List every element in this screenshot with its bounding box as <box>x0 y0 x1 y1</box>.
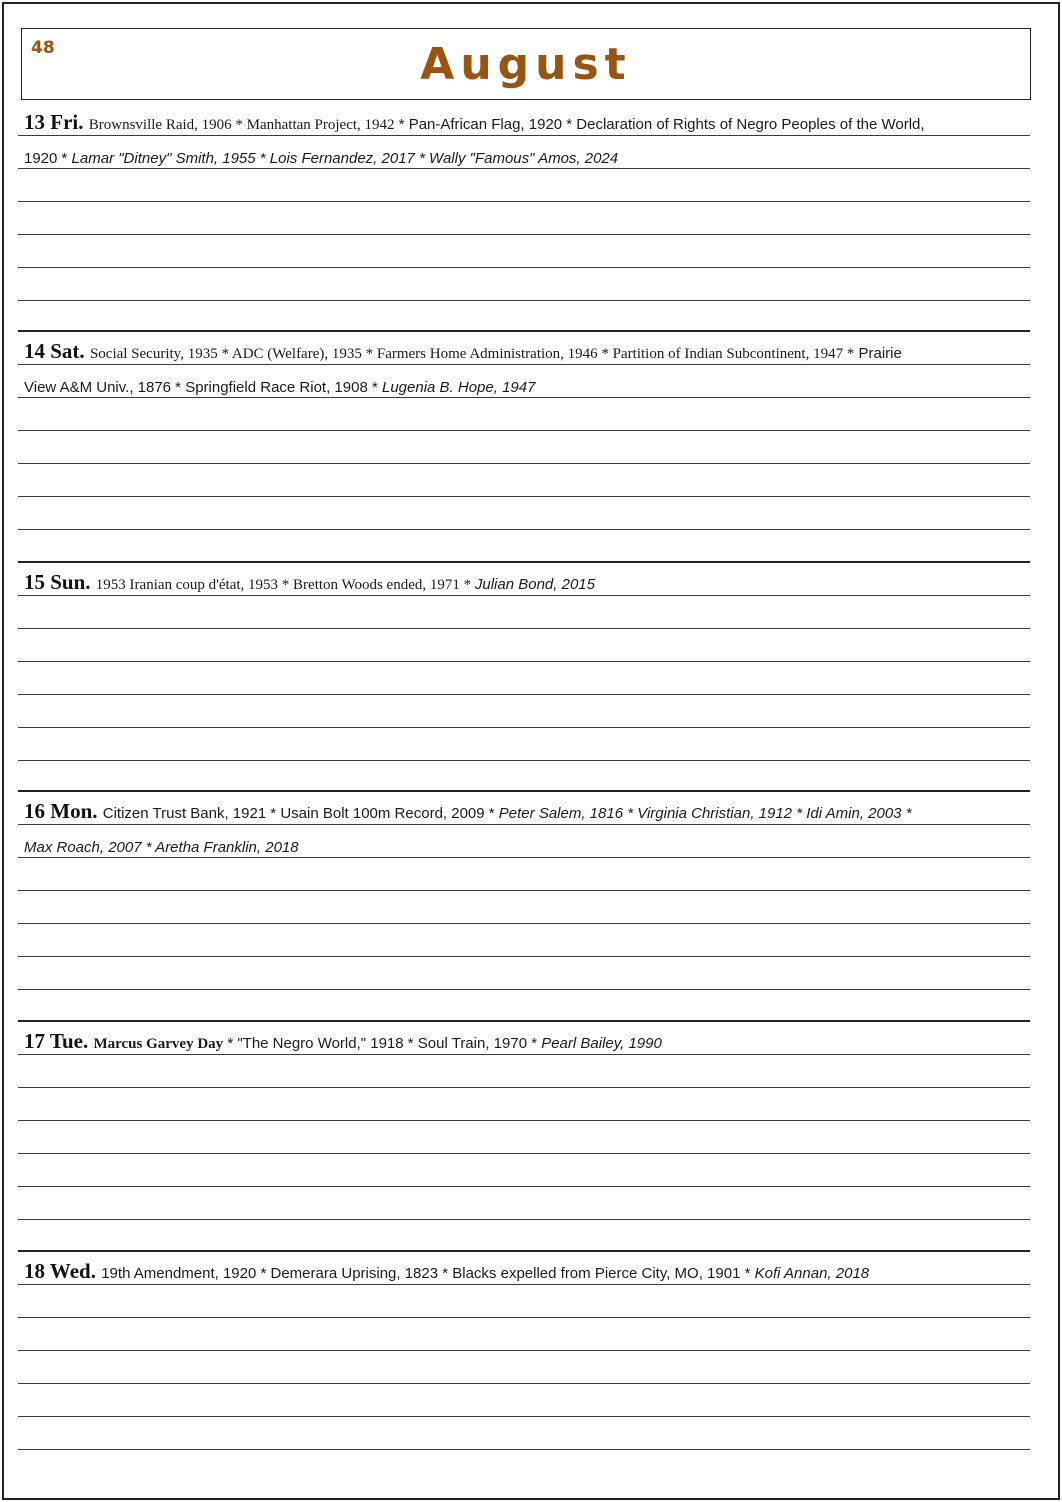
writing-line <box>18 1285 1030 1318</box>
day-section <box>18 1250 1030 1484</box>
day-label: 13 Fri. <box>24 110 89 134</box>
writing-line[interactable] <box>18 1154 1030 1187</box>
writing-line[interactable] <box>18 891 1030 924</box>
writing-line <box>18 825 1030 858</box>
day-entry-line <box>18 792 1030 825</box>
writing-line[interactable] <box>18 662 1030 695</box>
event-text: * Pan-African Flag, 1920 * Declaration of Rights of Negro Peoples of the World, <box>394 116 925 133</box>
event-text: Kofi Annan, 2018 <box>754 1265 870 1282</box>
day-entry-line <box>18 103 1030 136</box>
writing-line[interactable] <box>18 1088 1030 1121</box>
day-section <box>18 790 1030 1022</box>
writing-line[interactable] <box>18 924 1030 957</box>
event-text: 1920 * <box>24 150 72 167</box>
writing-line[interactable] <box>18 169 1030 202</box>
writing-line[interactable] <box>18 398 1030 431</box>
event-text: Marcus Garvey Day <box>93 1036 224 1052</box>
writing-line[interactable] <box>18 728 1030 761</box>
day-section <box>18 1020 1030 1252</box>
month-header <box>21 28 1031 100</box>
day-entry-line <box>18 1022 1030 1055</box>
writing-line <box>18 136 1030 169</box>
writing-line[interactable] <box>18 235 1030 268</box>
day-label: 18 Wed. <box>24 1259 102 1283</box>
day-label: 15 Sun. <box>24 570 96 594</box>
day-label: 16 Mon. <box>24 799 103 823</box>
writing-line[interactable] <box>18 1417 1030 1450</box>
event-text: Lamar "Ditney" Smith, 1955 * Lois Fernandez, 2017 * Wally "Famous" Amos, 2024 <box>71 150 619 167</box>
writing-line[interactable] <box>18 957 1030 990</box>
writing-line[interactable] <box>18 202 1030 235</box>
event-text: Peter Salem, 1816 * Virginia Christian, 1912 * Idi Amin, 2003 * <box>498 805 912 822</box>
writing-line <box>18 1055 1030 1088</box>
writing-line[interactable] <box>18 695 1030 728</box>
page-number: 48 <box>31 38 55 58</box>
day-entry-line <box>18 332 1030 365</box>
writing-line[interactable] <box>18 431 1030 464</box>
writing-line <box>18 365 1030 398</box>
day-label: 14 Sat. <box>24 339 90 363</box>
month-title: August <box>420 39 632 90</box>
day-section <box>18 561 1030 792</box>
event-text: 19th Amendment, 1920 * Demerara Uprising, 1823 * Blacks expelled from Pierce City, MO, 1901 * <box>101 1265 755 1282</box>
day-section <box>18 330 1030 563</box>
event-text: View A&M Univ., 1876 * Springfield Race Riot, 1908 * <box>24 379 382 396</box>
writing-line[interactable] <box>18 497 1030 530</box>
event-text: Brownsville Raid, 1906 * Manhattan Project, 1942 <box>88 117 395 133</box>
event-text: Max Roach, 2007 * Aretha Franklin, 2018 <box>24 839 299 856</box>
writing-line[interactable] <box>18 1318 1030 1351</box>
event-text: Social Security, 1935 * ADC (Welfare), 1935 * Farmers Home Administration, 1946 * Partition of Indian Subcontinent, 1947 * <box>89 346 855 362</box>
writing-line[interactable] <box>18 1351 1030 1384</box>
event-text: * "The Negro World," 1918 * Soul Train, 1970 * <box>223 1035 542 1052</box>
day-section <box>18 103 1030 330</box>
event-text: Julian Bond, 2015 <box>474 576 595 593</box>
writing-line[interactable] <box>18 464 1030 497</box>
day-label: 17 Tue. <box>24 1029 94 1053</box>
event-text: Prairie <box>854 345 902 362</box>
event-text: 1953 Iranian coup d'état, 1953 * Bretton Woods ended, 1971 * <box>95 577 475 593</box>
day-entry-line <box>18 563 1030 596</box>
writing-line[interactable] <box>18 858 1030 891</box>
day-entry-line <box>18 1252 1030 1285</box>
writing-line[interactable] <box>18 1384 1030 1417</box>
writing-line <box>18 596 1030 629</box>
writing-line[interactable] <box>18 1121 1030 1154</box>
event-text: Pearl Bailey, 1990 <box>541 1035 662 1052</box>
event-text: Citizen Trust Bank, 1921 * Usain Bolt 100m Record, 2009 * <box>102 805 499 822</box>
writing-line[interactable] <box>18 1187 1030 1220</box>
event-text: Lugenia B. Hope, 1947 <box>381 379 536 396</box>
writing-line[interactable] <box>18 629 1030 662</box>
writing-line[interactable] <box>18 268 1030 301</box>
